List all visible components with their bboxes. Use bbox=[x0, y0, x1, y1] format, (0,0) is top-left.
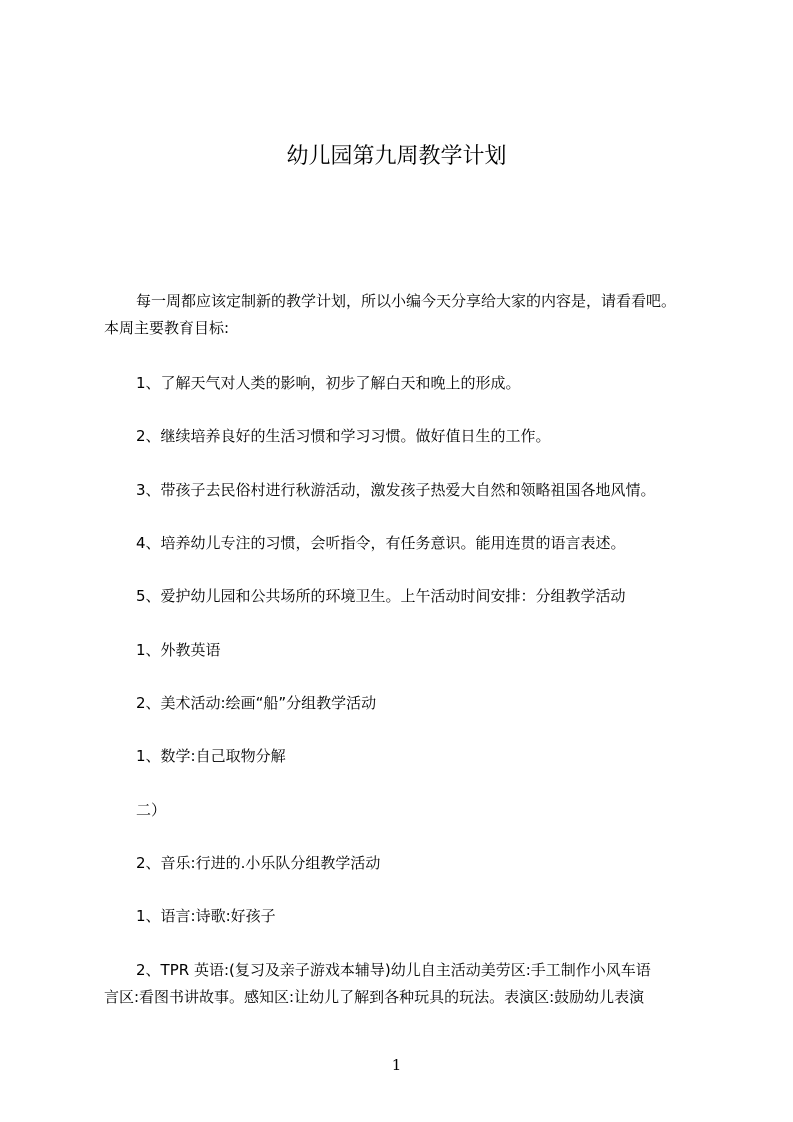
list-item: 2、继续培养良好的生活习惯和学习习惯。做好值日生的工作。 bbox=[136, 427, 551, 445]
paragraph-line: 言区:看图书讲故事。感知区:让幼儿了解到各种玩具的玩法。表演区:鼓励幼儿表演 bbox=[104, 988, 645, 1006]
list-item: 二） bbox=[136, 801, 167, 819]
paragraph-line: 2、TPR 英语:(复习及亲子游戏本辅导)幼儿自主活动美劳区:手工制作小风车语 bbox=[136, 961, 651, 979]
intro-line: 每一周都应该定制新的教学计划，所以小编今天分享给大家的内容是，请看看吧。 bbox=[136, 292, 677, 310]
list-item: 1、语言:诗歌:好孩子 bbox=[136, 907, 276, 925]
list-item: 3、带孩子去民俗村进行秋游活动，激发孩子热爱大自然和领略祖国各地风情。 bbox=[136, 481, 656, 499]
page-number: 1 bbox=[391, 1056, 402, 1074]
list-item: 5、爱护幼儿园和公共场所的环境卫生。上午活动时间安排：分组教学活动 bbox=[136, 587, 626, 605]
list-item: 2、美术活动:绘画“船”分组教学活动 bbox=[136, 694, 377, 712]
page-title: 幼儿园第九周教学计划 bbox=[286, 144, 507, 169]
list-item: 2、音乐:行进的.小乐队分组教学活动 bbox=[136, 854, 381, 872]
intro-line: 本周主要教育目标: bbox=[104, 319, 230, 337]
list-item: 1、数学:自己取物分解 bbox=[136, 747, 286, 765]
list-item: 1、外教英语 bbox=[136, 641, 221, 659]
list-item: 1、了解天气对人类的影响，初步了解白天和晚上的形成。 bbox=[136, 374, 521, 392]
list-item: 4、培养幼儿专注的习惯，会听指令，有任务意识。能用连贯的语言表述。 bbox=[136, 534, 626, 552]
